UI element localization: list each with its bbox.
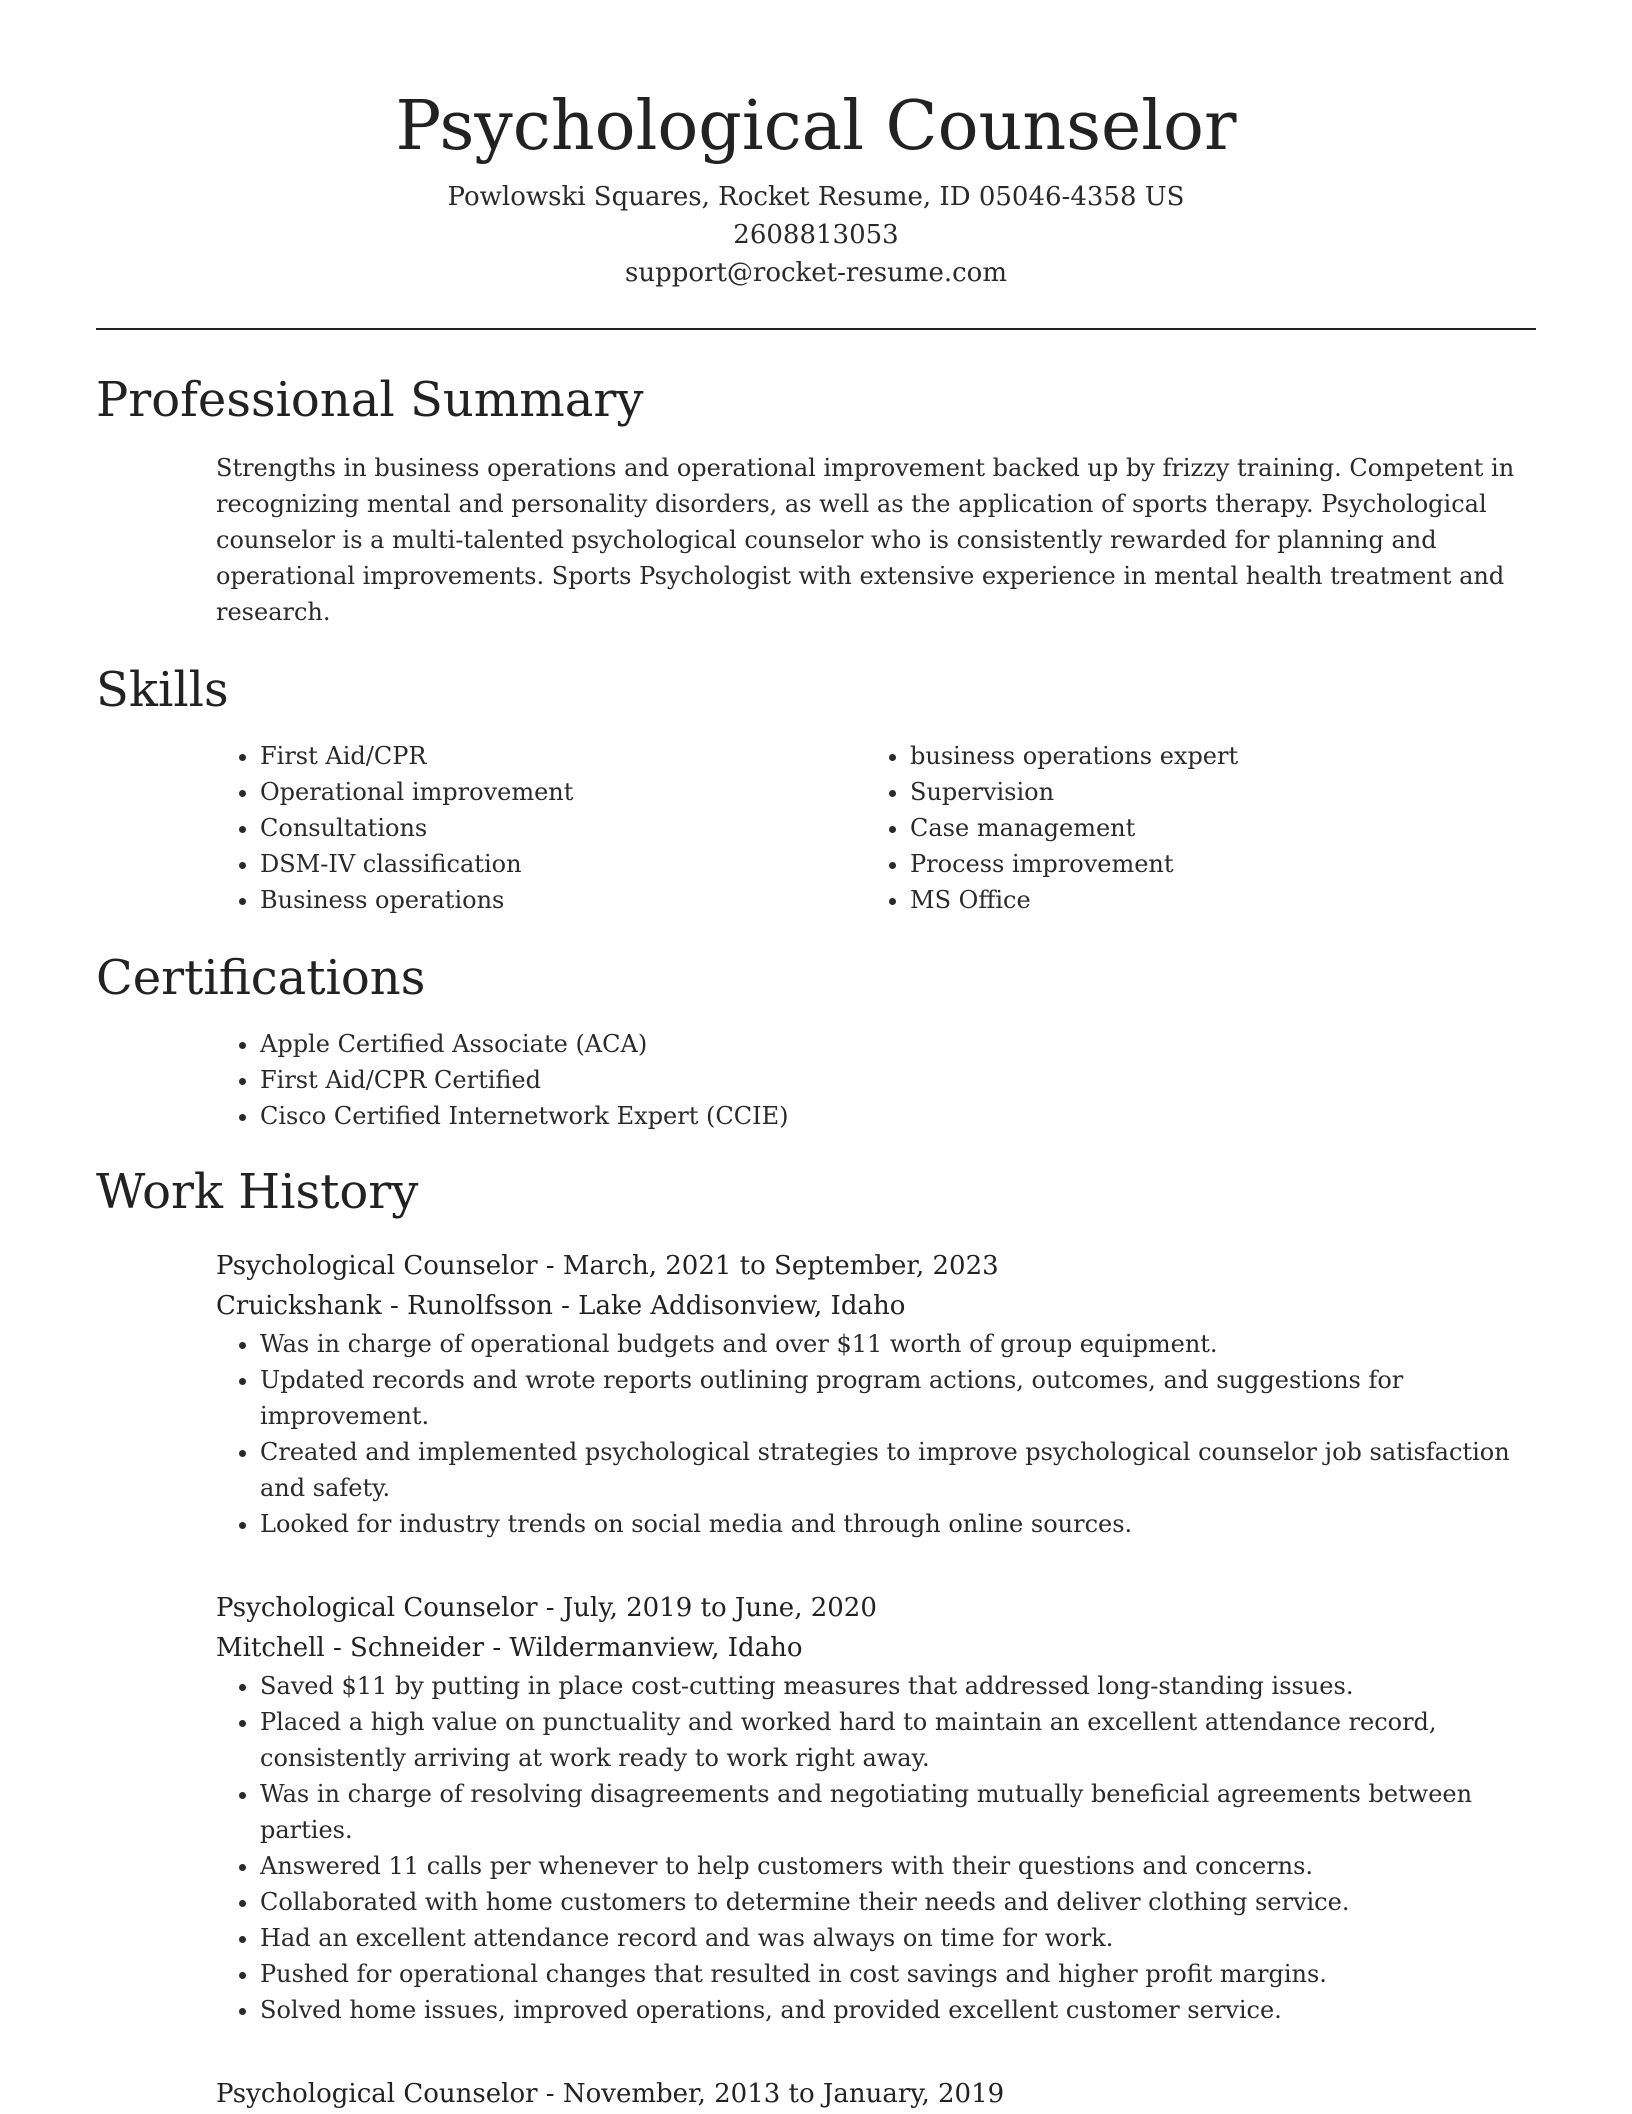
contact-block <box>96 178 1536 292</box>
job-bullet: • Updated records and wrote reports outlining program actions, outcomes, and suggestions for improvement. <box>260 1362 1536 1434</box>
job-bullet: • Saved $11 by putting in place cost-cutting measures that addressed long-standing issues. <box>260 1668 1536 1704</box>
job-dates: - March, 2021 to September, 2023 <box>537 1251 999 1281</box>
work-history-section <box>96 1162 1536 2114</box>
job-bullet: • Solved home issues, improved operations, and provided excellent customer service. <box>260 1992 1536 2028</box>
job-title-line <box>216 1588 1536 1628</box>
job-bullets <box>216 1668 1536 2028</box>
certifications-list-wrap <box>216 1026 1536 1134</box>
certifications-list <box>216 1026 1536 1134</box>
certification-item: • First Aid/CPR Certified <box>260 1062 1536 1098</box>
summary-text: Strengths in business operations and operational improvement backed up by frizzy training. Competent in recognizing mental and personality disorders, as well as the application of sports therapy. Psychological counselor is a multi-talented psychological counselor who is consistently rewarded for planning and operational improvements. Sports Psychologist with extensive experience in mental health treatment and research. <box>216 454 1515 626</box>
skills-column-right <box>866 738 1516 918</box>
skill-item: • Business operations <box>260 882 866 918</box>
job-dates: - July, 2019 to June, 2020 <box>537 1593 877 1623</box>
skill-item: • DSM-IV classification <box>260 846 866 882</box>
job-entry <box>216 2074 1536 2114</box>
contact-phone: 2608813053 <box>733 220 899 250</box>
certifications-heading: Certifications <box>96 950 426 1006</box>
skills-list-left <box>216 738 866 918</box>
summary-section <box>96 370 1536 630</box>
skills-column-left <box>216 738 866 918</box>
skills-section <box>96 660 1536 918</box>
candidate-name: Psychological Counselor <box>395 87 1237 166</box>
certifications-section <box>96 948 1536 1134</box>
job-bullet: • Answered 11 calls per whenever to help customers with their questions and concerns. <box>260 1848 1536 1884</box>
job-bullets <box>216 1326 1536 1542</box>
job-bullet: • Placed a high value on punctuality and worked hard to maintain an excellent attendance record, consistently arriving at work ready to work right away. <box>260 1704 1536 1776</box>
job-bullet: • Was in charge of resolving disagreements and negotiating mutually beneficial agreements between parties. <box>260 1776 1536 1848</box>
job-role: Psychological Counselor <box>216 1593 538 1623</box>
skill-item: • Process improvement <box>910 846 1516 882</box>
job-title-line <box>216 1246 1536 1286</box>
job-location: - Lake Addisonview, Idaho <box>552 1291 906 1321</box>
contact-email: support@rocket-resume.com <box>624 258 1007 288</box>
job-company-line <box>216 1286 1536 1326</box>
skill-item: • business operations expert <box>910 738 1516 774</box>
job-role: Psychological Counselor <box>216 1251 538 1281</box>
work-history-heading: Work History <box>96 1164 419 1220</box>
certification-item: • Cisco Certified Internetwork Expert (CCIE) <box>260 1098 1536 1134</box>
job-company: Mitchell - Schneider <box>216 1633 485 1663</box>
job-bullet: • Had an excellent attendance record and was always on time for work. <box>260 1920 1536 1956</box>
certification-item: • Apple Certified Associate (ACA) <box>260 1026 1536 1062</box>
skill-item: • Supervision <box>910 774 1516 810</box>
job-bullet: • Created and implemented psychological strategies to improve psychological counselor job satisfaction and safety. <box>260 1434 1536 1506</box>
skills-list-right <box>866 738 1516 918</box>
job-bullet: • Collaborated with home customers to determine their needs and deliver clothing service. <box>260 1884 1536 1920</box>
job-company-line <box>216 1628 1536 1668</box>
skills-grid <box>216 738 1536 918</box>
job-dates: - November, 2013 to January, 2019 <box>537 2079 1005 2109</box>
job-company: Cruickshank - Runolfsson <box>216 1291 553 1321</box>
skill-item: • MS Office <box>910 882 1516 918</box>
skills-heading: Skills <box>96 662 229 718</box>
job-bullet: • Pushed for operational changes that resulted in cost savings and higher profit margins. <box>260 1956 1536 1992</box>
job-entry <box>216 1246 1536 1542</box>
job-title-line <box>216 2074 1536 2114</box>
contact-address: Powlowski Squares, Rocket Resume, ID 05046-4358 US <box>447 182 1185 212</box>
job-entry <box>216 1588 1536 2028</box>
job-location: - Wildermanview, Idaho <box>484 1633 803 1663</box>
skill-item: • First Aid/CPR <box>260 738 866 774</box>
summary-heading: Professional Summary <box>96 372 644 428</box>
job-bullet: • Was in charge of operational budgets and over $11 worth of group equipment. <box>260 1326 1536 1362</box>
skill-item: • Consultations <box>260 810 866 846</box>
skill-item: • Operational improvement <box>260 774 866 810</box>
job-role: Psychological Counselor <box>216 2079 538 2109</box>
job-bullet: • Looked for industry trends on social media and through online sources. <box>260 1506 1536 1542</box>
resume-header <box>96 0 1536 292</box>
header-divider <box>96 328 1536 330</box>
resume-page <box>96 0 1536 2114</box>
skill-item: • Case management <box>910 810 1516 846</box>
